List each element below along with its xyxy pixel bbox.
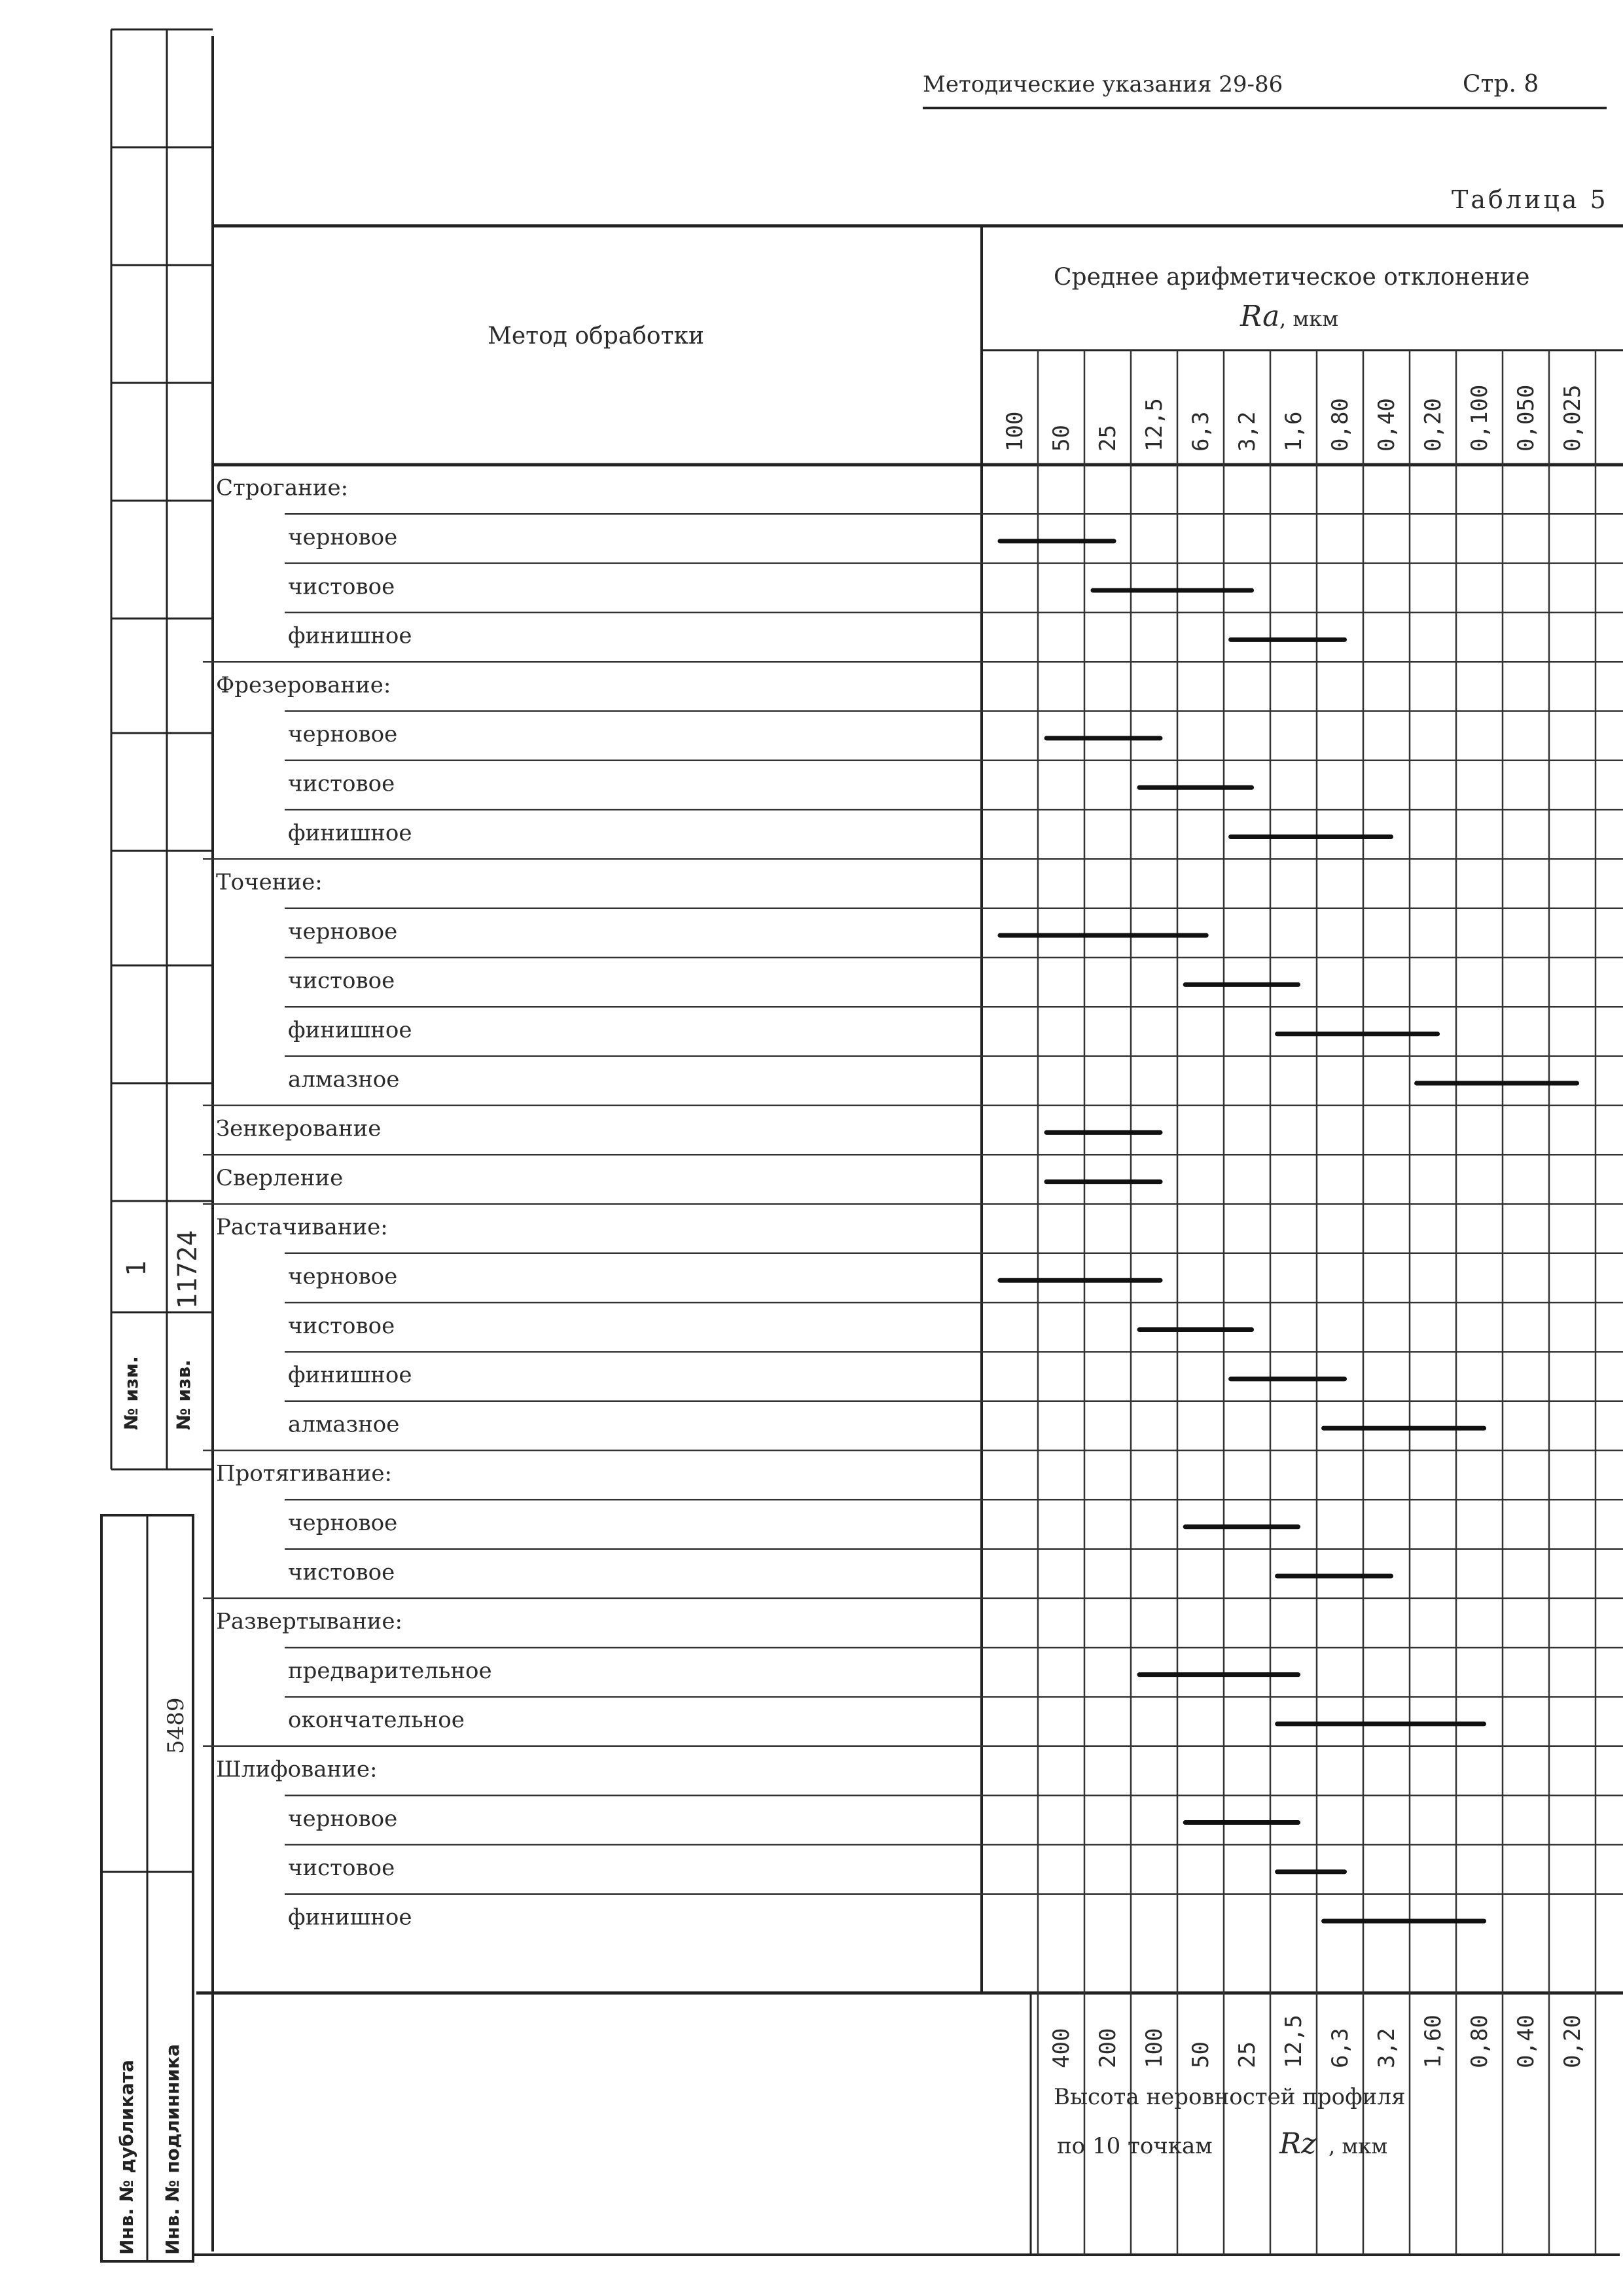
method-item-label: финишное xyxy=(288,1016,412,1043)
method-group-label: Шлифование: xyxy=(216,1756,378,1783)
ra-unit: , мкм xyxy=(1279,306,1339,331)
method-item-label: черновое xyxy=(288,721,398,748)
izv-label: № изв. xyxy=(173,1359,194,1430)
ra-tick-label: 1,6 xyxy=(1281,411,1307,452)
ra-symbol: Ra xyxy=(1240,300,1280,333)
rz-unit: , мкм xyxy=(1329,2134,1388,2159)
method-item-label: чистовое xyxy=(288,967,395,994)
method-item-label: финишное xyxy=(288,1362,412,1389)
method-item-label: чистовое xyxy=(288,1312,395,1339)
method-group-label: Развертывание: xyxy=(216,1608,402,1635)
method-item-label: финишное xyxy=(288,622,412,649)
method-group-label: Зенкерование xyxy=(216,1115,382,1142)
method-group-label: Строгание: xyxy=(216,475,349,501)
rz-tick-label: 0,80 xyxy=(1467,2015,1493,2068)
method-item-label: черновое xyxy=(288,1263,398,1290)
rz-tick-label: 3,2 xyxy=(1374,2028,1400,2068)
ra-tick-label: 0,40 xyxy=(1374,398,1400,452)
podl-value: 5489 xyxy=(163,1697,189,1754)
document-title: Методические указания 29-86 xyxy=(923,71,1283,98)
izv-value: 11724 xyxy=(173,1230,203,1309)
rz-tick-label: 50 xyxy=(1188,2041,1214,2068)
ra-tick-label: 3,2 xyxy=(1234,411,1260,452)
margin-stamp-top xyxy=(111,29,213,2251)
method-item-label: черновое xyxy=(288,1805,398,1832)
method-item-label: чистовое xyxy=(288,1559,395,1586)
rz-tick-label: 6,3 xyxy=(1327,2028,1353,2068)
ra-tick-label: 100 xyxy=(1002,411,1028,452)
rz-symbol: Rz xyxy=(1279,2127,1317,2161)
rz-caption-prefix: по 10 точкам xyxy=(1057,2133,1213,2159)
table-frame xyxy=(193,226,1623,2255)
ra-tick-label: 0,100 xyxy=(1467,384,1493,452)
ra-tick-label: 0,80 xyxy=(1327,398,1353,452)
method-item-label: чистовое xyxy=(288,770,395,797)
dubl-label: Инв. № дубликата xyxy=(116,2060,137,2255)
ra-tick-labels xyxy=(1002,385,1586,452)
ra-tick-label: 0,025 xyxy=(1560,384,1586,452)
izm-label: № изм. xyxy=(120,1356,142,1430)
method-column-header: Метод обработки xyxy=(488,323,704,350)
rz-tick-label: 400 xyxy=(1048,2028,1075,2068)
izm-value: 1 xyxy=(122,1260,152,1276)
method-group-label: Протягивание: xyxy=(216,1460,392,1487)
rz-tick-label: 1,60 xyxy=(1420,2015,1446,2068)
method-group-label: Сверление xyxy=(216,1164,344,1191)
method-item-label: финишное xyxy=(288,819,412,846)
method-item-label: чистовое xyxy=(288,1855,395,1882)
rz-caption-line1: Высота неровностей профиля xyxy=(1054,2084,1406,2110)
method-item-label: черновое xyxy=(288,524,398,550)
method-group-label: Точение: xyxy=(216,869,323,896)
method-item-label: окончательное xyxy=(288,1707,465,1734)
page-number: Стр. 8 xyxy=(1463,71,1539,98)
table-label: Таблица 5 xyxy=(1452,185,1609,214)
ra-header: Среднее арифметическое отклонение xyxy=(1054,264,1530,291)
rz-tick-label: 200 xyxy=(1095,2028,1121,2068)
roughness-range-bars xyxy=(1000,541,1577,1921)
method-item-label: алмазное xyxy=(288,1066,400,1093)
ra-tick-label: 0,20 xyxy=(1420,398,1446,452)
method-group-label: Фрезерование: xyxy=(216,672,391,698)
rz-tick-label: 100 xyxy=(1141,2028,1168,2068)
method-group-label: Растачивание: xyxy=(216,1214,388,1241)
ra-tick-label: 25 xyxy=(1095,425,1121,452)
podl-label: Инв. № подлинника xyxy=(162,2044,183,2255)
rz-tick-label: 0,20 xyxy=(1560,2015,1586,2068)
method-item-label: черновое xyxy=(288,1509,398,1536)
rz-tick-label: 0,40 xyxy=(1513,2015,1539,2068)
rz-tick-label: 25 xyxy=(1234,2041,1260,2068)
method-item-label: предварительное xyxy=(288,1657,492,1684)
ra-tick-label: 6,3 xyxy=(1188,411,1214,452)
ra-tick-label: 0,050 xyxy=(1513,384,1539,452)
method-item-label: финишное xyxy=(288,1904,412,1931)
method-item-label: чистовое xyxy=(288,573,395,600)
method-item-label: алмазное xyxy=(288,1411,400,1438)
ra-tick-label: 50 xyxy=(1048,425,1075,452)
ra-tick-label: 12,5 xyxy=(1141,398,1168,452)
rz-tick-label: 12,5 xyxy=(1281,2015,1307,2068)
method-item-label: черновое xyxy=(288,918,398,945)
